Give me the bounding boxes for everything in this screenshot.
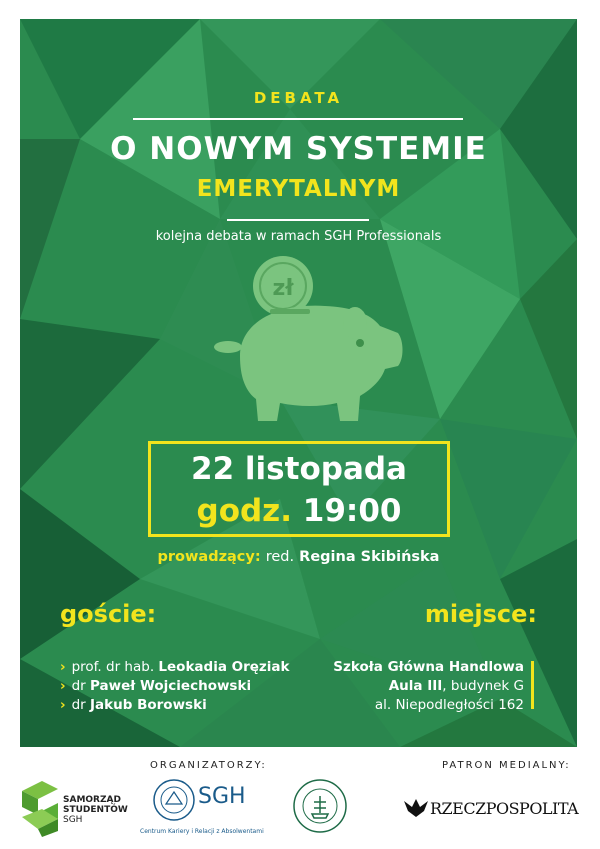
- host-line: [20, 549, 577, 565]
- career-center-text: Centrum Kariery i Relacji z Absolwentami: [140, 828, 264, 835]
- host-name: Regina Skibińska: [299, 549, 440, 565]
- host-prefix: red.: [265, 549, 295, 565]
- guest-title: dr: [71, 697, 86, 713]
- rzeczpospolita-logo: RZECZPOSPOLITA: [430, 799, 579, 818]
- samorzad-line-2: STUDENTÓW: [63, 805, 128, 815]
- time-label: godz.: [196, 493, 292, 529]
- place-accent-bar: [531, 661, 534, 709]
- title-line-1: O NOWYM SYSTEMIE: [110, 131, 487, 167]
- guest-title: dr: [71, 678, 86, 694]
- place-school: Szkoła Główna Handlowa: [333, 659, 524, 675]
- samorzad-line-3: SGH: [63, 815, 83, 825]
- chevron-right-icon: ›: [60, 659, 66, 675]
- sgh-text: SGH: [198, 784, 246, 809]
- place-address: al. Niepodległości 162: [374, 697, 524, 713]
- title-line-2: EMERYTALNYM: [196, 176, 401, 202]
- guests-list: [60, 658, 290, 715]
- event-poster: [20, 19, 577, 747]
- samorzad-line-1: SAMORZĄD: [63, 795, 121, 805]
- piggy-bank-icon: [200, 251, 410, 431]
- sgh-emblem-icon: [152, 778, 196, 822]
- event-time: [148, 493, 450, 529]
- chevron-right-icon: ›: [60, 678, 66, 694]
- event-kicker: DEBATA: [253, 89, 344, 107]
- list-item: [60, 696, 290, 715]
- guest-name: Leokadia Oręziak: [158, 659, 290, 675]
- list-item: [60, 677, 290, 696]
- place-details: [310, 658, 524, 715]
- time-value: 19:00: [302, 493, 402, 529]
- guest-name: Paweł Wojciechowski: [90, 678, 252, 694]
- list-item: [60, 658, 290, 677]
- guests-header: goście:: [60, 600, 157, 628]
- event-subtitle: kolejna debata w ramach SGH Professionals: [155, 229, 442, 244]
- patron-label: PATRON MEDIALNY:: [442, 760, 571, 771]
- korporacja-emblem-icon: [292, 778, 348, 834]
- event-date: 22 listopada: [191, 451, 407, 487]
- top-divider: [133, 118, 463, 120]
- samorzad-text: [63, 795, 128, 825]
- chevron-right-icon: ›: [60, 697, 66, 713]
- place-header: miejsce:: [424, 600, 537, 628]
- coin-symbol: zł: [272, 276, 294, 301]
- place-hall: Aula III: [388, 678, 443, 694]
- eagle-icon: [402, 797, 430, 819]
- guest-title: prof. dr hab.: [71, 659, 155, 675]
- organizers-label: ORGANIZATORZY:: [150, 760, 267, 771]
- bottom-divider: [227, 219, 369, 221]
- host-label: prowadzący:: [157, 549, 261, 565]
- samorzad-logo-icon: [22, 781, 58, 837]
- guest-name: Jakub Borowski: [90, 697, 207, 713]
- place-building: , budynek G: [442, 678, 524, 694]
